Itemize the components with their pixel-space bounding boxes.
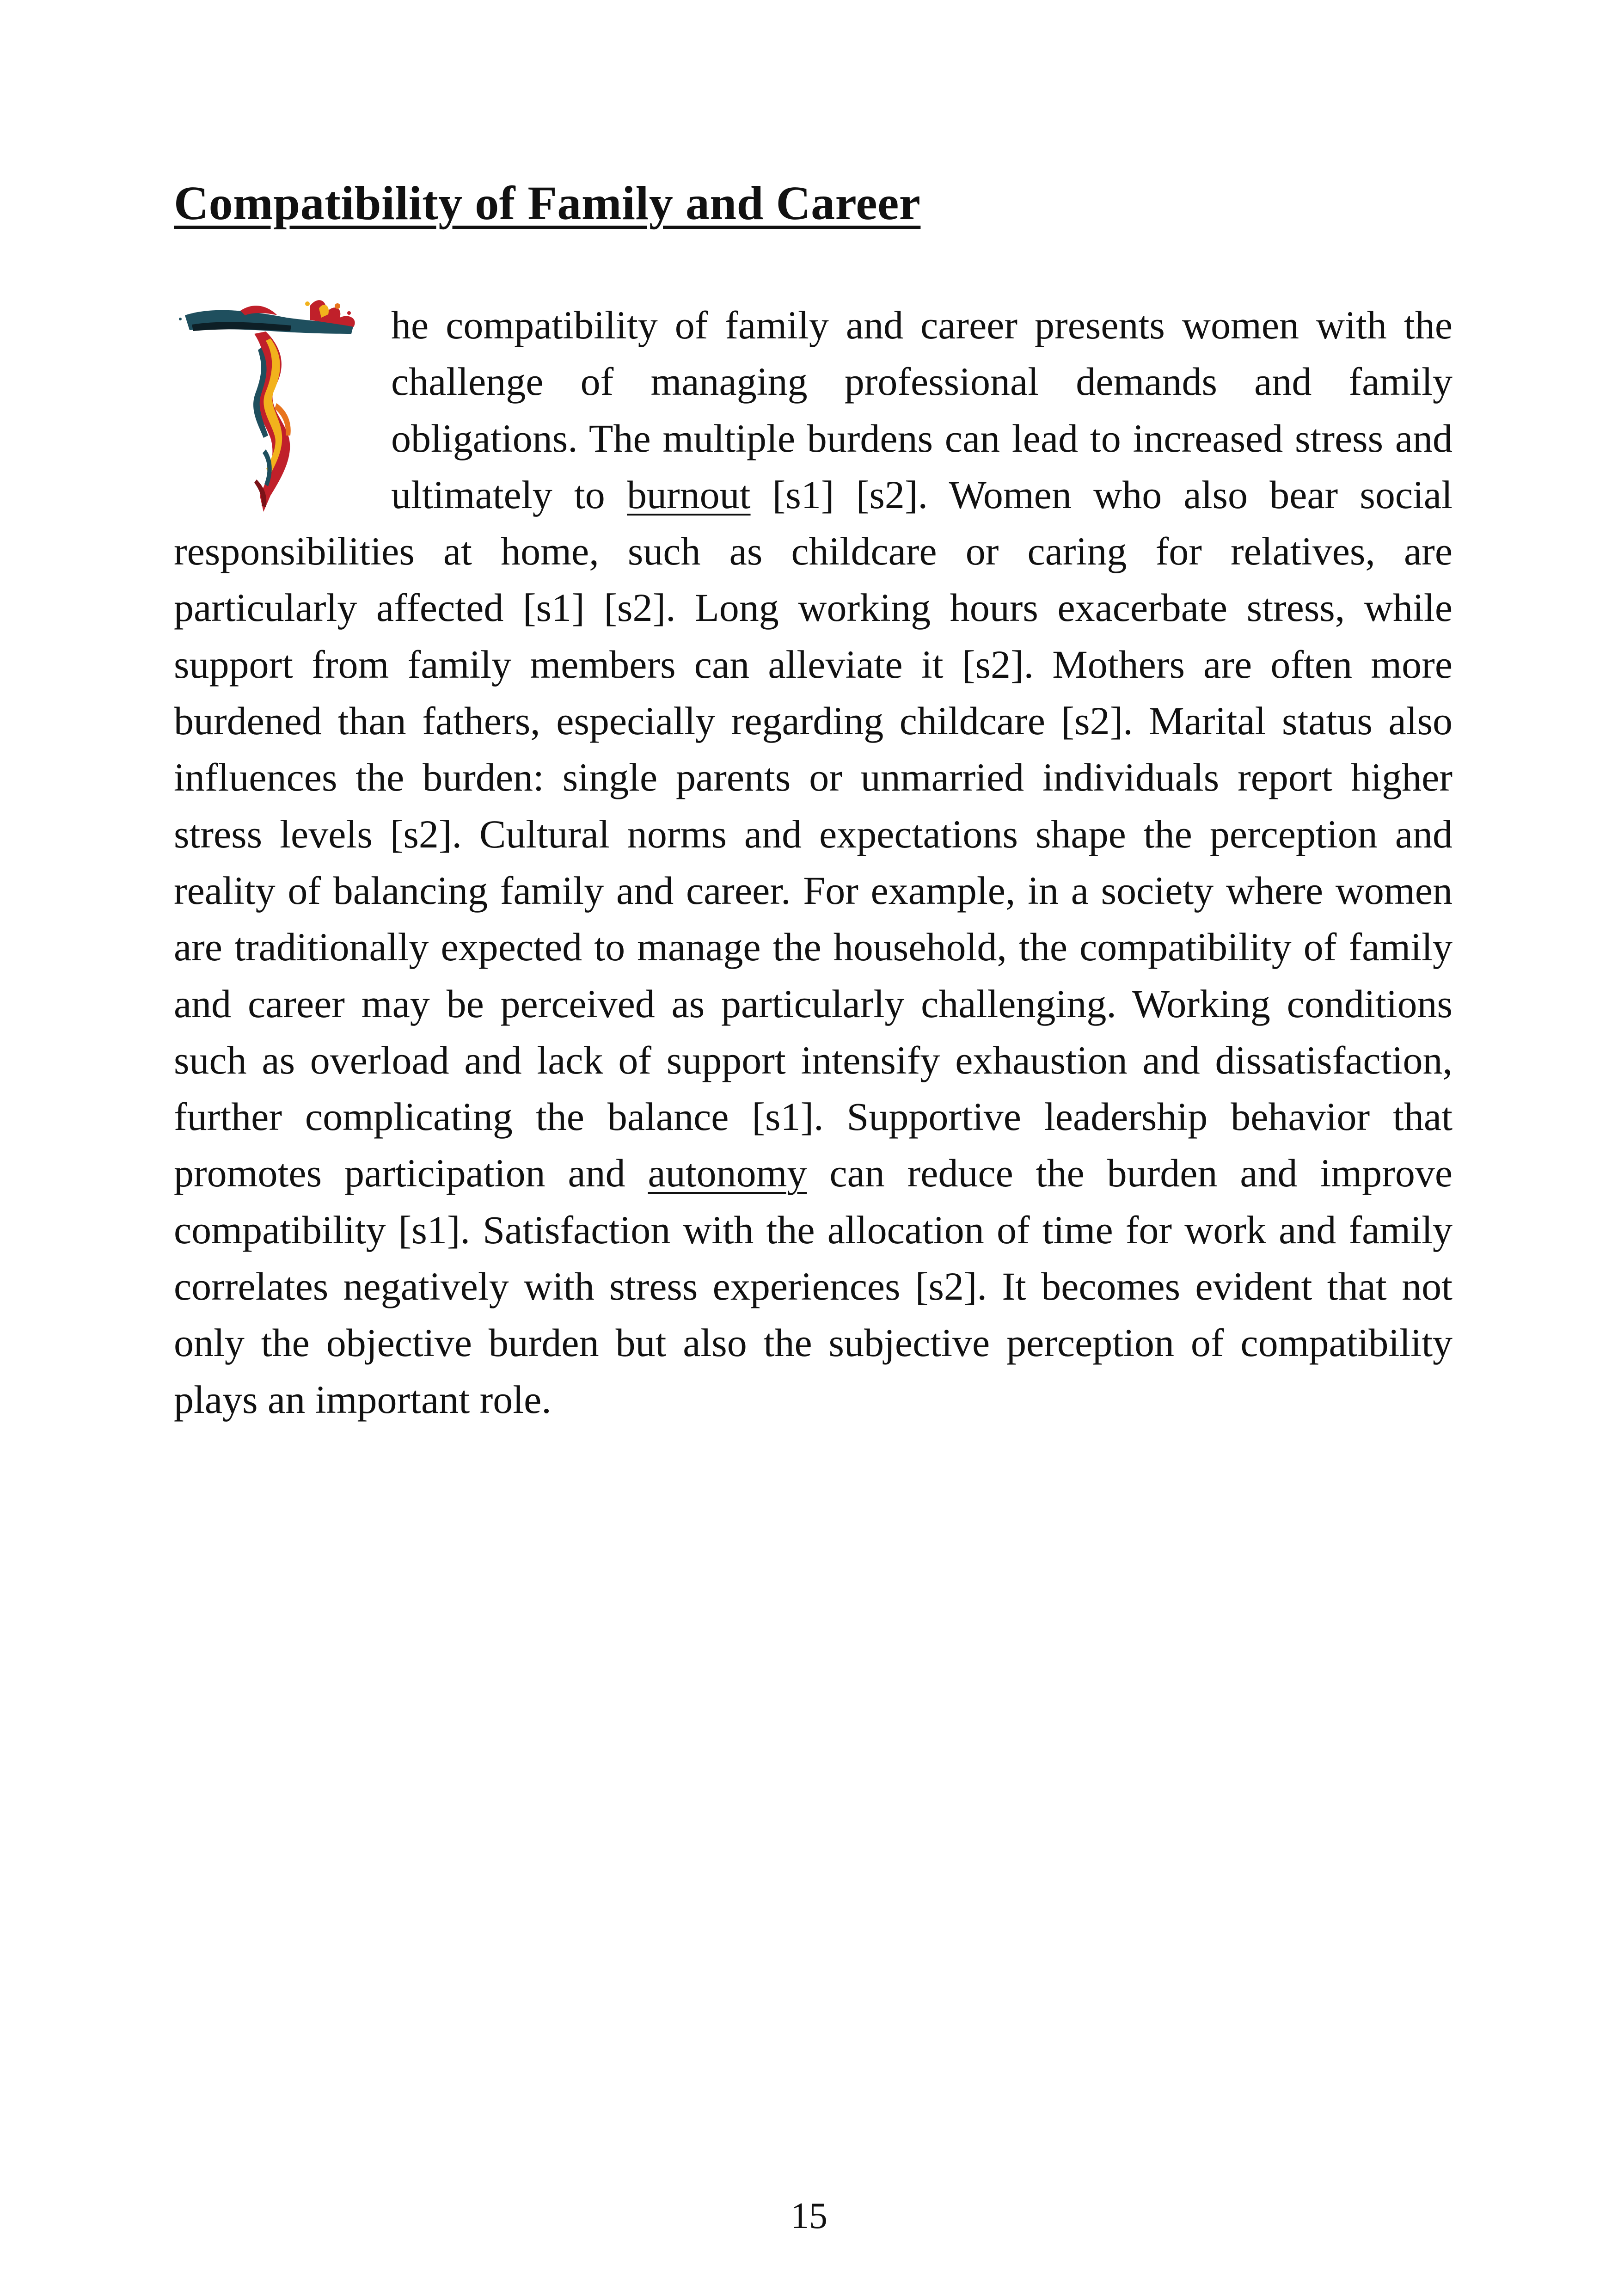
- glossary-term-burnout[interactable]: burnout: [627, 472, 751, 517]
- glossary-term-autonomy[interactable]: autonomy: [648, 1151, 807, 1196]
- paragraph-text-part-2: [s1] [s2]. Women who also bear social responsibilities at home, such as childcare or caring for relatives, are particularly affected [s1] [s2]. Long working hours exacerbate stress, while support from family members can alleviate it [s2]. Mothers are often more burdened than fathers, especially regarding childcare [s2]. Marital status also influences the burden: single parents or unmarried individuals report higher stress levels [s2]. Cultural norms and expectations shape the perception and reality of balancing family and career. For example, in a society where women are traditionally expected to manage the household, the compatibility of family and career may be perceived as particularly challenging. Working conditions such as overload and lack of support intensify exhaustion and dissatisfaction, further complicating the balance [s1]. Supportive leadership behavior that promotes participation and: [174, 472, 1453, 1196]
- section-heading: Compatibility of Family and Career: [174, 177, 921, 230]
- paragraph-text-part-3: can reduce the burden and improve compatibility [s1]. Satisfaction with the allocation of time for work and family correlates negatively with stress experiences [s2]. It becomes evident that not only the objective burden but also the subjective perception of compatibility plays an important role.: [174, 1151, 1453, 1422]
- page-number: 15: [791, 2196, 827, 2236]
- dropcap-t-illustration: [174, 297, 377, 522]
- body-paragraph: [174, 297, 1453, 1428]
- paint-letter-t-icon: [171, 297, 365, 514]
- paragraph-text-part-1: he compatibility of family and career presents women with the challenge of managing professional demands and family obligations. The multiple burdens can lead to increased stress and ultimately to: [391, 303, 1453, 517]
